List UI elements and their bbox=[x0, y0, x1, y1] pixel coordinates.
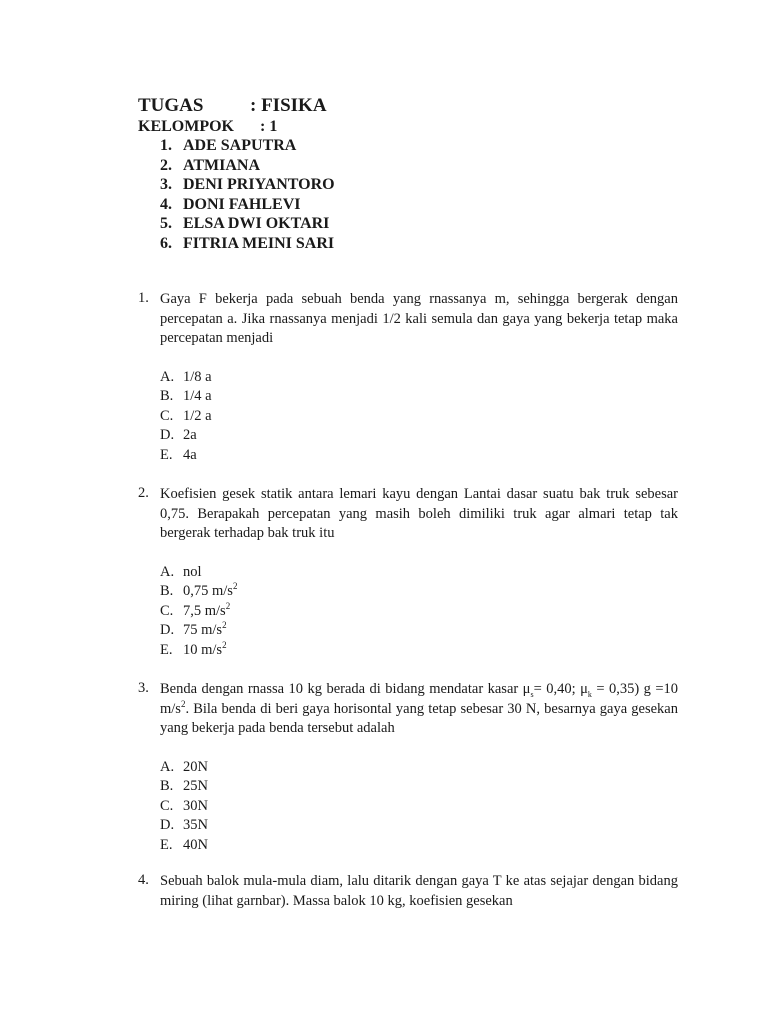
member-number: 1. bbox=[160, 137, 172, 154]
superscript: 2 bbox=[225, 600, 231, 611]
member-item bbox=[160, 156, 335, 176]
option-item bbox=[160, 641, 678, 661]
option-letter: C. bbox=[160, 602, 174, 619]
option-text: 7,5 m/s bbox=[183, 602, 226, 619]
question-text bbox=[160, 680, 678, 739]
option-item bbox=[160, 407, 678, 427]
question-text-part: = 0,35) g =10 m/s bbox=[160, 681, 679, 717]
option-text: 1/4 a bbox=[183, 388, 212, 404]
question-number: 2. bbox=[138, 485, 149, 501]
option-list bbox=[160, 368, 678, 466]
option-item bbox=[160, 446, 678, 466]
member-number: 3. bbox=[160, 176, 172, 193]
option-item bbox=[160, 777, 678, 797]
option-item bbox=[160, 563, 678, 583]
option-item bbox=[160, 758, 678, 778]
option-text: 1/8 a bbox=[183, 368, 212, 385]
option-letter: E. bbox=[160, 836, 173, 853]
option-text: 40N bbox=[183, 836, 208, 853]
member-number: 2. bbox=[160, 156, 172, 174]
option-letter: A. bbox=[160, 368, 175, 385]
question-text: Koefisien gesek statik antara lemari kayu dengan Lantai dasar suatu bak truk sebesar 0,75. Berapakah percepatan yang masih boleh dimiliki truk agar almari tetap tak bergerak terhadap bak truk itu bbox=[160, 486, 678, 541]
subject-value: : FISIKA bbox=[250, 95, 327, 116]
group-heading bbox=[138, 118, 277, 136]
option-text: 0,75 m/s bbox=[183, 583, 233, 599]
option-text: 10 m/s bbox=[183, 641, 223, 658]
member-name: ATMIANA bbox=[183, 156, 261, 174]
subject-heading bbox=[138, 95, 327, 117]
option-text: 25N bbox=[183, 778, 208, 794]
member-item bbox=[160, 175, 335, 195]
member-name: ELSA DWI OKTARI bbox=[183, 215, 330, 232]
member-name: ADE SAPUTRA bbox=[183, 137, 297, 154]
option-item bbox=[160, 426, 678, 446]
option-text: 75 m/s bbox=[183, 622, 223, 638]
member-list bbox=[160, 136, 335, 253]
question-text: Sebuah balok mula-mula diam, lalu ditarik dengan gaya T ke atas sejajar dengan bidang miring (lihat garnbar). Massa balok 10 kg, koefisien gesekan bbox=[160, 873, 678, 909]
option-list bbox=[160, 758, 678, 856]
question-text-part: = 0,40; μ bbox=[533, 681, 588, 697]
group-value: : 1 bbox=[260, 118, 278, 135]
option-text: 1/2 a bbox=[183, 407, 212, 424]
member-item bbox=[160, 214, 335, 234]
option-list bbox=[160, 563, 678, 661]
subscript: k bbox=[587, 689, 592, 699]
member-number: 6. bbox=[160, 234, 172, 252]
option-item bbox=[160, 602, 678, 622]
question-number: 4. bbox=[138, 872, 149, 888]
member-number: 4. bbox=[160, 195, 172, 213]
group-label: KELOMPOK bbox=[138, 118, 234, 135]
question-number: 1. bbox=[138, 290, 149, 306]
option-item bbox=[160, 368, 678, 388]
option-item bbox=[160, 621, 678, 641]
option-letter: E. bbox=[160, 446, 173, 463]
member-item bbox=[160, 234, 335, 254]
option-text: 35N bbox=[183, 817, 208, 833]
option-letter: D. bbox=[160, 817, 175, 833]
question-text: Gaya F bekerja pada sebuah benda yang rnassanya m, sehingga bergerak dengan percepatan a. Jika rnassanya menjadi 1/2 kali semula dan gaya yang bekerja tetap maka percepatan menjadi bbox=[160, 291, 678, 346]
option-item bbox=[160, 836, 678, 856]
option-text: 20N bbox=[183, 758, 208, 775]
option-letter: A. bbox=[160, 758, 175, 775]
superscript: 2 bbox=[232, 581, 238, 592]
option-item bbox=[160, 816, 678, 836]
question-1 bbox=[138, 290, 678, 465]
member-name: DENI PRIYANTORO bbox=[183, 176, 335, 193]
option-text: 4a bbox=[183, 446, 197, 463]
question-3 bbox=[138, 680, 678, 855]
option-text: nol bbox=[183, 563, 202, 580]
superscript: 2 bbox=[222, 639, 227, 650]
question-4 bbox=[138, 872, 678, 911]
subject-label: TUGAS bbox=[138, 95, 204, 116]
option-letter: B. bbox=[160, 778, 174, 794]
question-text-part: . Bila benda di beri gaya horisontal yang tetap sebesar 30 N, besarnya gaya gesekan yang bekerja pada benda tersebut adalah bbox=[160, 700, 678, 736]
option-item bbox=[160, 387, 678, 407]
superscript: 2 bbox=[222, 620, 227, 631]
question-text-part: Benda dengan rnassa 10 kg berada di bidang mendatar kasar μ bbox=[160, 681, 531, 697]
option-letter: E. bbox=[160, 641, 173, 658]
member-number: 5. bbox=[160, 215, 172, 232]
option-item bbox=[160, 797, 678, 817]
member-item bbox=[160, 136, 335, 156]
option-letter: B. bbox=[160, 583, 174, 599]
option-text: 2a bbox=[183, 427, 197, 443]
subscript: s bbox=[530, 689, 534, 699]
member-item bbox=[160, 195, 335, 215]
option-letter: B. bbox=[160, 388, 174, 404]
question-number: 3. bbox=[138, 680, 149, 696]
option-letter: C. bbox=[160, 797, 174, 814]
option-letter: C. bbox=[160, 407, 174, 424]
option-letter: A. bbox=[160, 563, 175, 580]
option-letter: D. bbox=[160, 622, 175, 638]
option-letter: D. bbox=[160, 427, 175, 443]
question-2 bbox=[138, 485, 678, 660]
member-name: FITRIA MEINI SARI bbox=[183, 234, 335, 252]
member-name: DONI FAHLEVI bbox=[183, 195, 301, 213]
option-item bbox=[160, 582, 678, 602]
option-text: 30N bbox=[183, 797, 208, 814]
superscript: 2 bbox=[180, 698, 186, 709]
